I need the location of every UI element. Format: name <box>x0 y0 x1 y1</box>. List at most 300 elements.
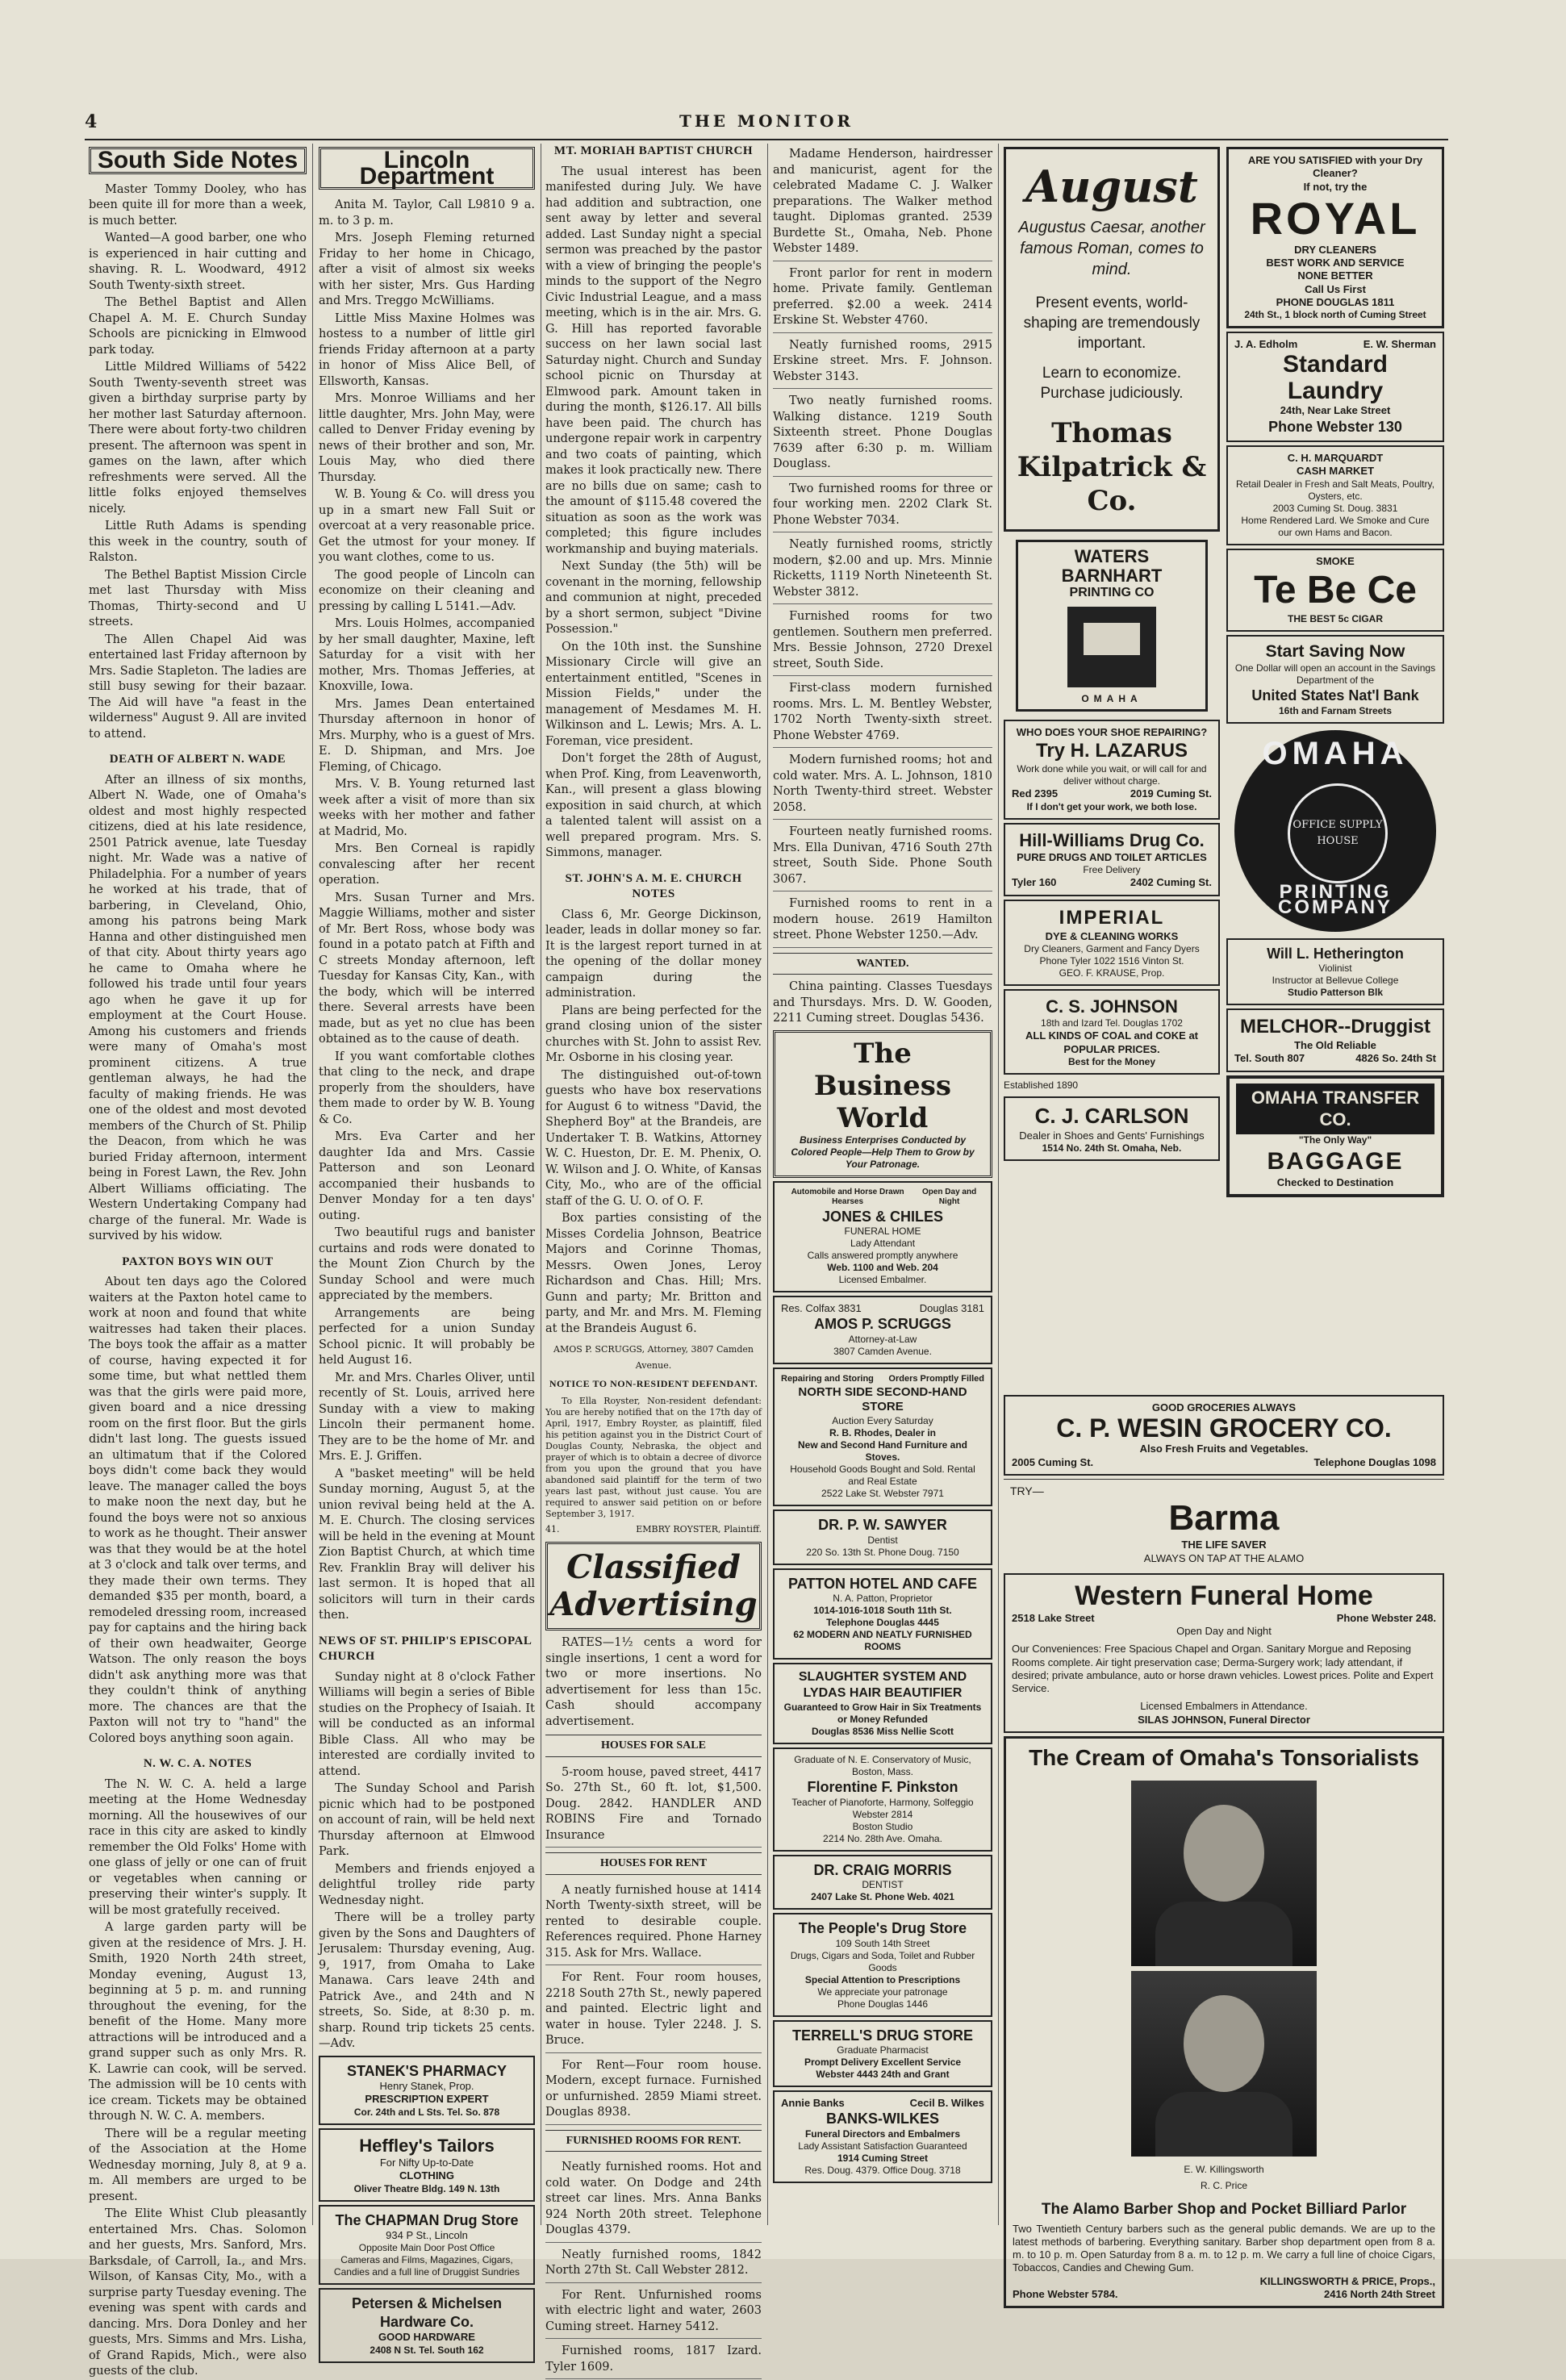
ad-line: DRY CLEANERS <box>1294 243 1376 256</box>
ad-line: ALWAYS ON TAP AT THE ALAMO <box>1143 1551 1305 1564</box>
ad-line: Open Day and Night <box>1176 1625 1272 1638</box>
ad-name: Hill-Williams Drug Co. <box>1019 829 1205 850</box>
us-national-bank-ad <box>1226 635 1444 724</box>
ad-name: The Alamo Barber Shop and Pocket Billiard Parlor <box>1041 2200 1407 2218</box>
ad-line: Best for the Money <box>1067 1055 1155 1067</box>
classified-advertising-heading: Classified Advertising <box>545 1542 762 1631</box>
ad-line: 2214 No. 28th Ave. Omaha. <box>823 1832 942 1844</box>
august-text: Learn to economize. Purchase judiciously. <box>1040 365 1184 402</box>
ad-line: N. A. Patton, Proprietor <box>833 1593 933 1604</box>
list-item: Furnished rooms for two gentlemen. Southern men preferred. Mrs. Bessie Johnson, 2720 Drexel street, South Side. <box>773 606 992 676</box>
te-be-ce-cigar-ad <box>1226 549 1444 632</box>
dr-sawyer-ad <box>773 1509 992 1565</box>
list-item: Neatly furnished rooms, strictly modern, $2.00 and up. Mrs. Minnie Ricketts, 1119 North Nineteenth St. Webster 3812. <box>773 534 992 604</box>
furnished-rooms-heading: FURNISHED ROOMS FOR RENT. <box>545 2130 762 2152</box>
paragraph: Mrs. Louis Holmes, accompanied by her small daughter, Maxine, left Saturday for a visit with her mother, Mrs. Thomas Jefferies, at Knoxville, Iowa. <box>319 617 535 693</box>
ad-line: Cor. 24th and L Sts. Tel. So. 878 <box>353 2106 500 2118</box>
western-funeral-home-ad <box>1004 1573 1444 1733</box>
column-listings-business <box>773 144 992 2241</box>
slaughter-system-ad <box>773 1663 992 1744</box>
paragraph: Little Mildred Williams of 5422 South Twenty-seventh street was given a birthday surprise party by her mother last Saturday afternoon. There were about forty-two children present. The afternoon was spent in games on the lawn, after which refreshments were served. All the little folks enjoyed themselves nicely. <box>89 361 307 516</box>
ad-line: 24th, Near Lake Street <box>1280 404 1391 417</box>
ad-line: Douglas 8536 Miss Nellie Scott <box>811 1726 954 1737</box>
list-item: 5-room house, paved street, 4417 So. 27th St., 60 ft. lot, $1,500. Doug. 2842. HANDLER AND ROBINS Fire and Tornado Insurance <box>545 1762 762 1848</box>
ad-line: ALL KINDS OF COAL and COKE at POPULAR PRICES. <box>1025 1029 1199 1055</box>
ad-line: Open Day and Night <box>921 1187 977 1206</box>
north-side-second-hand-ad <box>773 1367 992 1506</box>
ad-line: Oliver Theatre Bldg. 149 N. 13th <box>353 2182 500 2194</box>
ad-line: 16th and Farnam Streets <box>1278 704 1393 716</box>
paragraph: Anita M. Taylor, Call L9810 9 a. m. to 3 p. m. <box>319 198 535 228</box>
paragraph: Box parties consisting of the Misses Cordelia Johnson, Beatrice Majors and Corinne Thomas, Messrs. Owen Jones, Leroy Richardson and Chas. Hill; Mrs. Gunn and party; Mr. Britton and party, and Mr. and Mrs. M. Fleming at the Brandeis August 6. <box>545 1212 762 1335</box>
ad-line: Prompt Delivery Excellent Service <box>804 2056 962 2068</box>
amos-scruggs-ad <box>773 1296 992 1364</box>
ad-line: 1014-1016-1018 South 11th St. <box>813 1605 952 1616</box>
ad-name: C. P. WESIN GROCERY CO. <box>1056 1413 1392 1443</box>
seal-text: OMAHA <box>1262 735 1409 771</box>
list-item: For Rent—Four room house. Modern, except furnace. Furnished or unfurnished. 2859 Miami street. Douglas 8938. <box>545 2055 762 2125</box>
peoples-drug-store-ad <box>773 1913 992 2017</box>
paragraph: The usual interest has been manifested during July. We have had addition and subtraction, one sent away by letter and several added. Last Sunday night a special sermon was preached by the pastor with a view of bringing the people's minds to the support of the Negro Civic Industrial League, and a mass meeting, which is in the air. Mrs. G. G. Hill has reported favorable success on her lawn social last Saturday night. Church and Sunday school picnic on Thursday at Elmwood park. Amount taken in during the month, $126.17. All bills have been paid. The church has undergone repair work in carpentry and two coats of painting, which makes it look practically new. There are no bills due on same; cash to the amount of $115.48 covered the situation as soon as the work was completed; this figure includes workmanship and buying materials. <box>545 165 762 556</box>
south-side-notes-heading: South Side Notes <box>89 147 307 174</box>
business-world-title: The Business World <box>813 1037 952 1134</box>
ad-line: Phone Webster 130 <box>1268 418 1402 435</box>
ad-line: FUNERAL HOME <box>844 1225 921 1237</box>
list-item: Front parlor for rent in modern home. Private family. Gentleman preferred. $2.00 a week. 2414 Erskine St. Webster 4760. <box>773 263 992 333</box>
list-item: Neatly furnished rooms, 1842 North 27th St. Call Webster 2812. <box>545 2244 762 2283</box>
legal-notice-footer <box>545 1522 762 1538</box>
ad-line: Phone Tyler 1022 1516 Vinton St. <box>1039 954 1184 967</box>
paragraph: Little Ruth Adams is spending this week in the country, south of Ralston. <box>89 520 307 564</box>
ad-line: Drugs, Cigars and Soda, Toilet and Rubber Goods <box>790 1949 975 1973</box>
cs-johnson-ad <box>1004 989 1220 1075</box>
paragraph: Mrs. V. B. Young returned last week after a visit of more than six weeks with her mother and father at Madrid, Mo. <box>319 778 535 838</box>
st-philips-heading: NEWS OF ST. PHILIP'S EPISCOPAL CHURCH <box>319 1634 532 1663</box>
ad-line: "The Only Way" <box>1298 1134 1372 1146</box>
paragraph: Members and friends enjoyed a delightful trolley ride party Wednesday night. <box>319 1862 535 1907</box>
paragraph: Plans are being perfected for the grand closing union of the sister churches with St. John to assist Rev. Mr. Osborne in his closing year. <box>545 1004 762 1064</box>
paragraph: Wanted—A good barber, one who is experienced in hair cutting and shaving. R. L. Woodward, 4912 South Twenty-sixth street. <box>89 232 307 292</box>
seal-center-text: OFFICE SUPPLY HOUSE <box>1288 783 1388 883</box>
ad-line: 1914 Cuming Street <box>837 2152 929 2164</box>
ad-line: Dry Cleaners, Garment and Fancy Dyers <box>1024 942 1200 954</box>
ad-line: Violinist <box>1318 962 1352 974</box>
heffleys-tailors-ad <box>319 2128 535 2202</box>
ad-line: The Old Reliable <box>1294 1039 1376 1051</box>
classified-rates: RATES—1½ cents a word for single insertions, 1 cent a word for two or more insertions. No advertisement for less than 15c. Cash should accompany advertisement. <box>545 1636 762 1728</box>
ad-line: BEST WORK AND SERVICE <box>1266 257 1405 269</box>
ad-line: Instructor at Bellevue College <box>1272 975 1399 986</box>
ad-line: Studio Patterson Blk <box>1287 987 1383 998</box>
ad-line: 24th St., 1 block north of Cuming Street <box>1244 309 1426 320</box>
ad-name: C. J. CARLSON <box>1034 1104 1189 1129</box>
petersen-michelsen-ad <box>319 2288 535 2362</box>
paragraph: Two beautiful rugs and banister curtains and rods were donated to the Mount Zion Church by the Sunday School and were much appreciated by the members. <box>319 1226 535 1302</box>
page-header <box>85 111 1448 140</box>
paragraph: There will be a regular meeting of the Association at the Home Wednesday morning, July 8, at 9 a. m. All members are urged to be present. <box>89 2127 307 2203</box>
ad-line: Lady Attendant <box>850 1238 916 1249</box>
ad-line: DYE & CLEANING WORKS <box>1045 929 1179 942</box>
ad-line: 2408 N St. Tel. South 162 <box>370 2344 484 2356</box>
ad-line: Checked to Destination <box>1276 1176 1394 1188</box>
list-item: Furnished rooms, 1817 Izard. Tyler 1609. <box>545 2340 762 2379</box>
ad-line: Red 2395 <box>1012 787 1059 800</box>
column-ads-left <box>1004 144 1220 1386</box>
ad-line: SMOKE <box>1316 554 1355 567</box>
ad-name: MELCHOR--Druggist <box>1240 1016 1430 1038</box>
banks-wilkes-ad <box>773 2090 992 2183</box>
barber-photos <box>1013 1781 1435 2161</box>
paragraph: The Bethel Baptist and Allen Chapel A. M. E. Church Sunday Schools are picnicking in Elmwood park today. <box>89 296 307 357</box>
ad-line: BAGGAGE <box>1267 1147 1404 1175</box>
paragraph: W. B. Young & Co. will dress you up in a smart new Fall Suit or overcoat at a very reasonable price. Get the utmost for your money. If you want clothes, come to us. <box>319 488 535 564</box>
ad-line: KILLINGSWORTH & PRICE, Props., <box>1259 2274 1435 2287</box>
ad-line: If I don't get your work, we both lose. <box>1026 800 1197 812</box>
ad-line: 109 South 14th Street <box>835 1937 930 1949</box>
ad-line: Henry Stanek, Prop. <box>379 2080 474 2092</box>
ad-line: DENTIST <box>862 1879 904 1890</box>
ad-line: Retail Dealer in Fresh and Salt Meats, Poultry, Oysters, etc. <box>1236 478 1434 502</box>
paragraph: Mr. and Mrs. Charles Oliver, until recently of St. Louis, arrived here Sunday with a view to making Lincoln their permanent home. They are to be the home of Mr. and Mrs. E. J. Griffen. <box>319 1371 535 1463</box>
ad-line: R. B. Rhodes, Dealer in <box>829 1427 937 1438</box>
logo-text: BARNHART <box>1061 566 1163 587</box>
barma-ad <box>1004 1479 1444 1570</box>
ad-line: 2518 Lake Street <box>1012 1611 1095 1624</box>
ad-line: Free Delivery <box>1083 864 1141 876</box>
ad-line: SILAS JOHNSON, Funeral Director <box>1138 1713 1310 1726</box>
paragraph: A "basket meeting" will be held Sunday morning, August 5, at the union revival being held at the A. M. E. Church. The closing services will be held in the evening at Mount Zion Baptist Church, at which time Rev. Franklin Bray will deliver his last sermon. It is hoped that all solicitors will turn in their cards then. <box>319 1467 535 1622</box>
paragraph: The Elite Whist Club pleasantly entertained Mrs. Chas. Solomon and her guests, Mrs. Sanford, Mrs. Barksdale, of Carroll, Ia., and Mrs. Wilson, of Kansas City, Mo., with a surprise party Tuesday evening. The evening was spent with cards and dancing. Mrs. Dora Donley and her guests, Mrs. Simms and Mrs. Lisha, of Grand Rapids, Mich., were also guests of the club. <box>89 2207 307 2378</box>
paragraph: Mrs. James Dean entertained Thursday afternoon in honor of Mrs. Murphy, who is a guest of Mrs. E. D. Shipman, and Mrs. Joe Fleming, of Chicago. <box>319 697 535 774</box>
ad-line: Res. Colfax 3831 <box>781 1302 862 1314</box>
ad-line: THE LIFE SAVER <box>1181 1539 1267 1551</box>
ad-line: THE BEST 5c CIGAR <box>1287 612 1384 624</box>
ad-line: 2522 Lake St. Webster 7971 <box>821 1488 944 1499</box>
cream-title: The Cream of Omaha's Tonsorialists <box>1029 1744 1419 1770</box>
august-subtitle: Augustus Caesar, another famous Roman, comes to mind. <box>1018 219 1205 278</box>
ad-line: 62 MODERN AND NEATLY FURNISHED ROOMS <box>793 1629 972 1652</box>
ad-line: Phone Webster 5784. <box>1013 2287 1118 2300</box>
ad-line: One Dollar will open an account in the Savings Department of the <box>1234 662 1436 686</box>
ad-line: Call Us First <box>1305 282 1366 295</box>
list-item: First-class modern furnished rooms. Mrs. L. M. Bentley Webster, 1702 North Twenty-sixth street. Phone Webster 4769. <box>773 678 992 748</box>
ad-line: We appreciate your patronage <box>817 1985 948 1998</box>
imperial-cleaning-ad <box>1004 900 1220 986</box>
ad-line: Tel. South 807 <box>1234 1052 1305 1065</box>
ad-line: Dentist <box>867 1534 898 1546</box>
legal-notice-heading: NOTICE TO NON-RESIDENT DEFENDANT. <box>549 1378 758 1389</box>
ad-name: SLAUGHTER SYSTEM AND LYDAS HAIR BEAUTIFIER <box>798 1670 967 1700</box>
ad-line: 934 P St., Lincoln <box>386 2229 468 2241</box>
paragraph: The Sunday School and Parish picnic which had to be postponed on account of rain, will be held next Thursday afternoon at Elmwood Park. <box>319 1782 535 1858</box>
photo-caption: R. C. Price <box>1200 2179 1247 2191</box>
ad-line: PRESCRIPTION EXPERT <box>365 2093 489 2106</box>
ad-line: Boston Studio <box>852 1820 913 1832</box>
ad-line: 2402 Cuming St. <box>1130 876 1212 889</box>
logo-text: WATERS <box>1074 546 1150 566</box>
waters-barnhart-logo <box>1016 540 1208 712</box>
ad-line: Cameras and Films, Magazines, Cigars, Candies and a full line of Druggist Sundries <box>333 2254 520 2278</box>
paragraph: Mrs. Susan Turner and Mrs. Maggie Williams, mother and sister of Mr. Bert Ross, whose body was found in a potato patch at Fifth and C streets Monday afternoon, left Tuesday for Kansas City, Kan., with the body, which will be interred there. Several arrests have been made, but as yet no clue has been obtained as to the cause of death. <box>319 891 535 1046</box>
omaha-transfer-ad <box>1226 1075 1444 1198</box>
paragraph: Sunday night at 8 o'clock Father Williams will begin a series of Bible studies on the Prophecy of Isaiah. It will be conducted as an informal Bible Class. All who may be interested are cordially invited to attend. <box>319 1670 535 1778</box>
ad-line: E. W. Sherman <box>1363 338 1436 350</box>
photo-caption: E. W. Killingsworth <box>1184 2163 1264 2175</box>
paragraph: Arrangements are being perfected for a union Sunday School picnic. It will probably be held August 16. <box>319 1306 535 1367</box>
ad-line: Licensed Embalmer. <box>838 1274 927 1285</box>
hetherington-violinist-ad <box>1226 938 1444 1006</box>
ad-name: C. S. JOHNSON <box>1046 996 1178 1017</box>
lazarus-shoe-repair-ad <box>1004 720 1220 820</box>
august-text: Present events, world-shaping are tremendously important. <box>1023 294 1201 352</box>
paragraph: Mrs. Ben Corneal is rapidly convalescing after her recent operation. <box>319 842 535 887</box>
nwca-heading: N. W. C. A. NOTES <box>143 1757 253 1770</box>
ad-name: BANKS-WILKES <box>826 2111 939 2127</box>
kilpatrick-name: Thomas Kilpatrick & Co. <box>1017 417 1207 517</box>
chapman-drug-store-ad <box>319 2205 535 2286</box>
list-item: A neatly furnished house at 1414 North Twenty-sixth street, will be rented to desirable couple. References required. Phone Harney 315. Ask for Mrs. Wallace. <box>545 1880 762 1966</box>
ad-line: Dealer in Shoes and Gents' Furnishings <box>1019 1129 1205 1142</box>
ad-line: 2407 Lake St. Phone Web. 4021 <box>811 1891 954 1902</box>
paragraph: Class 6, Mr. George Dickinson, leader, leads in dollar money so far. It is the largest report turned in at the opening of the dollar money campaign during the administration. <box>545 908 762 1000</box>
standard-laundry-ad <box>1226 332 1444 442</box>
list-item: Two neatly furnished rooms. Walking distance. 1219 South Sixteenth street. Phone Douglas 7639 after 6:30 p. m. William Douglass. <box>773 390 992 477</box>
list-item: For Rent. Unfurnished rooms with electric light and water, 2603 Cuming street. Harney 5412. <box>545 2285 762 2340</box>
ad-line: Household Goods Bought and Sold. Rental and Real Estate <box>790 1463 975 1487</box>
business-world-subtitle: Business Enterprises Conducted by Colored People—Help Them to Grow by Your Patronage. <box>791 1134 975 1170</box>
paragraph: Don't forget the 28th of August, when Prof. King, from Leavenworth, Kan., will present a glass blowing exposition in said church, at which a talented talent will assist on a well prepared program. Mrs. S. Simmons, manager. <box>545 752 762 859</box>
ad-line: J. A. Edholm <box>1234 338 1298 350</box>
paragraph: After an illness of six months, Albert N. Wade, one of Omaha's oldest and most highly respected citizens, died at his late residence, 2501 Patrick avenue, late Tuesday night. Mr. Wade was a native of Philadelphia. For a number of years he worked at his trade, that of barbering, in Cleveland, Ohio, among his patrons being Mark Hanna and other distinguished men of that city. About thirty years ago he came to Omaha where he followed his trade until four years ago when he gave it up for employment at the Court House. Among his customers and friends were many of Omaha's most prominent citizens. A true gentleman always, he had the faculty of making friends. He was one of the oldest and most devoted members of the Church of St. Philip the Deacon, from which he was buried Friday afternoon, interment being in Forest Lawn, the Rev. John Albert Williams officiating. The Western Undertaking Company had charge of the funeral. Mr. Wade is survived by his widow. <box>89 773 307 1242</box>
paragraph: The Bethel Baptist Mission Circle met last Thursday with Miss Thomas, Thirty-second and U streets. <box>89 568 307 628</box>
cj-carlson-ad <box>1004 1096 1220 1161</box>
ad-line: For Nifty Up-to-Date <box>379 2157 474 2169</box>
business-world-banner <box>773 1030 992 1178</box>
ad-name: The People's Drug Store <box>798 1920 967 1936</box>
killingsworth-photo <box>1131 1781 1317 1966</box>
column-lincoln-department <box>319 144 535 2356</box>
omaha-printing-company-seal <box>1234 730 1436 932</box>
ad-line: Attorney-at-Law <box>848 1333 917 1345</box>
list-item: Madame Henderson, hairdresser and manicurist, agent for the celebrated Madame C. J. Walker preparations. The Walker method taught. Diplomas granted. 2539 Burdette St., Omaha, Neb. Phone Webster 1489. <box>773 144 992 261</box>
logo-text: OMAHA <box>1081 692 1142 704</box>
ad-name: STANEK'S PHARMACY <box>347 2062 507 2079</box>
ad-line: Phone Webster 248. <box>1336 1611 1436 1624</box>
ad-line: Funeral Directors and Embalmers <box>804 2127 961 2140</box>
paxton-heading: PAXTON BOYS WIN OUT <box>122 1255 274 1268</box>
column-churches-classified <box>545 144 762 2374</box>
ad-name: Te Be Ce <box>1254 568 1417 612</box>
ad-line: Phone Douglas 1446 <box>837 1998 929 2010</box>
ad-name: NORTH SIDE SECOND-HAND STORE <box>798 1384 967 1414</box>
ad-line: United States Nat'l Bank <box>1251 687 1419 704</box>
paragraph: The Allen Chapel Aid was entertained last Friday afternoon by Mrs. Sadie Stapleton. The ladies are still busy sewing for their bazaar. The Aid will have "a feast in the wilderness" August 9. All are invited to attend. <box>89 633 307 741</box>
list-item: Neatly furnished rooms. Hot and cold water. On Dodge and 24th street car lines. Mrs. Anna Banks 924 North 20th street. Telephone Douglas 4379. <box>545 2157 762 2243</box>
paragraph: Mrs. Joseph Fleming returned Friday to her home in Chicago, after a visit of almost six weeks with her sister, Mrs. Gus Harding and Mrs. Treggo McWilliams. <box>319 232 535 307</box>
ad-line: Two Twentieth Century barbers such as the general public demands. We are up to the latest methods of barbering. Everything sanitary. Barber shop department open from 8 a. m. to 10 p. m. Open Saturday from 8 a. m. to 12 p. m. We carry a full line of choice Cigars, Tobaccos, Candies and Chewing Gum. <box>1013 2222 1435 2274</box>
ad-line: Graduate Pharmacist <box>837 2044 929 2056</box>
printing-press-icon <box>1067 607 1156 687</box>
melchor-druggist-ad <box>1226 1008 1444 1072</box>
paragraph: About ten days ago the Colored waiters at the Paxton hotel came to work at noon and found that white waitresses had taken their places. The boys took the affair as a matter of course, having expected it for some time, but what nettled them was that the girls were paid more, given board and a nice dressing room on the first floor. But the girls didn't last long. The guests issued an ultimatum that if the Colored boys didn't come back they would leave. The manager called the boys to make noon the next day, but he found the boys were not so anxious to work as he thought. Their answer was that they would be at the hotel at 3 o'clock and talk over terms, and they made their own terms. They demanded $35 per month, board, a remodeled dressing room, increased pay for captains and the hiring back of their own headwaiter, George Watson. The only reason the boys didn't ask anything more was that they couldn't think of anything more. The chances are that the Paxton will not try to "hand" the Colored boys anything soon again. <box>89 1276 307 1745</box>
list-item: For Rent. Four room houses, 2218 South 27th St., newly papered and painted. Electric light and water in house. Tyler 2248. J. S. Bruce. <box>545 1967 762 2053</box>
ad-name: Will L. Hetherington <box>1267 945 1404 962</box>
ad-line: Special Attention to Prescriptions <box>804 1973 961 1985</box>
legal-number: 41. <box>545 1523 560 1534</box>
st-johns-heading: ST. JOHN'S A. M. E. CHURCH NOTES <box>565 871 742 900</box>
ad-line: Douglas 3181 <box>919 1302 984 1314</box>
ad-line: PHONE DOUGLAS 1811 <box>1276 295 1395 308</box>
ad-line: Also Fresh Fruits and Vegetables. <box>1139 1443 1309 1455</box>
ad-name: OMAHA TRANSFER CO. <box>1236 1084 1434 1134</box>
ad-line: Annie Banks <box>781 2097 845 2109</box>
ad-line: Telephone Douglas 4445 <box>826 1617 939 1628</box>
ad-line: Graduate of N. E. Conservatory of Music, Boston, Mass. <box>794 1754 971 1777</box>
paragraph: The N. W. C. A. held a large meeting at the Home Wednesday morning. All the housewives of our race in this city are asked to kindly remember the Old Folks' Home with one glass of jelly or one can of fruit or vegetables when canning or preserving their winter's supply. It will be most gratefully received. <box>89 1777 307 1917</box>
ad-line: 220 So. 13th St. Phone Doug. 7150 <box>806 1546 959 1558</box>
ad-line: Calls answered promptly anywhere <box>807 1250 958 1261</box>
paragraph: The distinguished out-of-town guests who have box reservations for August 6 to witness "David, the Shepherd Boy" at the Brandeis, are Undertaker T. B. Watkins, Attorney W. C. Hueston, Dr. E. M. Phenix, O. W. Wilson and J. O. White, of Kansas City, Mo., who are of the official staff of the G. U. O. of O. F. <box>545 1068 762 1208</box>
column-rule <box>312 144 313 2225</box>
list-item: Fourteen neatly furnished rooms. Mrs. Ella Dunivan, 4716 South 27th street, South Side. Phone South 3067. <box>773 821 992 891</box>
ad-name: Start Saving Now <box>1265 641 1405 661</box>
seal-text: PRINTING COMPANY <box>1278 880 1393 918</box>
ad-line: ARE YOU SATISFIED with your Dry Cleaner? <box>1247 154 1423 180</box>
paragraph: The good people of Lincoln can economize on their cleaning and pressing by calling L 5141.—Adv. <box>319 568 535 613</box>
ad-name: AMOS P. SCRUGGS <box>814 1316 951 1333</box>
ad-line: GEO. F. KRAUSE, Prop. <box>1059 967 1165 979</box>
ad-name: Standard Laundry <box>1282 351 1389 405</box>
marquardt-cash-market-ad <box>1226 445 1444 545</box>
paragraph: Master Tommy Dooley, who has been quite ill for more than a week, is much better. <box>89 182 307 228</box>
paragraph: There will be a trolley party given by the Sons and Daughters of Jerusalem: Thursday evening, Aug. 9, 1917, from Omaha to Lake Manawa. Cars leave 24th and Patrick Ave., and 24th and N streets, So. Side, at 8:30 p. m. sharp. Round trip tickets 25 cents.—Adv. <box>319 1911 535 2050</box>
ad-line: Telephone Douglas 1098 <box>1313 1455 1436 1468</box>
logo-text: PRINTING CO <box>1069 586 1155 600</box>
death-heading: DEATH OF ALBERT N. WADE <box>109 753 286 766</box>
column-rule <box>998 144 999 2225</box>
ad-line: 2416 North 24th Street <box>1324 2287 1435 2300</box>
ad-name: JONES & CHILES <box>821 1208 944 1225</box>
ad-line: Repairing and Storing <box>781 1373 874 1384</box>
ad-line: 4826 So. 24th St <box>1355 1052 1436 1065</box>
list-item: Furnished rooms to rent in a modern house. 2619 Hamilton street. Phone Webster 1250.—Adv. <box>773 893 992 948</box>
column-rule <box>767 144 768 2225</box>
mt-moriah-heading: MT. MORIAH BAPTIST CHURCH <box>553 144 754 157</box>
ad-line: Licensed Embalmers in Attendance. <box>1140 1700 1308 1713</box>
ad-name: DR. CRAIG MORRIS <box>813 1861 952 1878</box>
hill-williams-ad <box>1004 823 1220 896</box>
ad-name: Barma <box>1168 1498 1280 1539</box>
paragraph: A large garden party will be given at the residence of Mrs. J. H. Smith, 1920 North 24th street, Monday evening, August 13, beginning at 5 p. m. and running throughout the evening, for the benefit of the Home. Many more attractions will be introduced and a grand supper such as only Mrs. R. K. Lawrie can cook, will be served. The admission will be 10 cents with ice cream. Tickets may be obtained through N. W. C. A. members. <box>89 1921 307 2123</box>
ad-name: TERRELL'S DRUG STORE <box>792 2027 973 2044</box>
ad-line: WHO DOES YOUR SHOE REPAIRING? <box>1016 726 1208 739</box>
ad-name: Western Funeral Home <box>1075 1580 1373 1611</box>
houses-for-rent-heading: HOUSES FOR RENT <box>545 1852 762 1875</box>
royal-dry-cleaners-ad <box>1226 147 1444 328</box>
ad-line: Res. Doug. 4379. Office Doug. 3718 <box>804 2164 961 2176</box>
column-south-side-notes <box>89 144 307 2378</box>
ad-line: Opposite Main Door Post Office <box>358 2242 495 2254</box>
legal-attorney: AMOS P. SCRUGGS, Attorney, 3807 Camden Avenue. <box>553 1344 754 1371</box>
ad-name: PATTON HOTEL AND CAFE <box>788 1575 977 1592</box>
ad-line: Guaranteed to Grow Hair in Six Treatments or Money Refunded <box>783 1701 982 1725</box>
paragraph: Little Miss Maxine Holmes was hostess to a number of little girl friends Friday afternoon at a party in honor of Miss Alice Bell, of Ellsworth, Kansas. <box>319 311 535 388</box>
pinkston-ad <box>773 1747 992 1852</box>
list-item: Two furnished rooms for three or four working men. 2202 Clark St. Phone Webster 7034. <box>773 478 992 533</box>
wanted-heading: WANTED. <box>773 953 992 975</box>
paragraph: Mrs. Monroe Williams and her little daughter, Mrs. John May, were called to Denver Friday evening by news of their brother and son, Mr. Louis May, who died there Thursday. <box>319 392 535 484</box>
ad-line: 18th and Izard Tel. Douglas 1702 <box>1041 1017 1183 1029</box>
ad-line: If not, try the <box>1303 180 1368 193</box>
ad-line: Lady Assistant Satisfaction Guaranteed <box>798 2140 967 2152</box>
august-title: August <box>1025 161 1198 212</box>
ad-name: Petersen & Michelsen Hardware Co. <box>351 2295 503 2330</box>
legal-notice-text: To Ella Royster, Non-resident defendant: You are hereby notified that on the 17th day of April, 1917, Embry Royster, as plaintiff, filed his petition against you in the District Court of Douglas County, Nebraska, the object and prayer of which is to obtain a decree of divorce from you upon the ground that you have abandoned said plaintiff for the term of two years last past, without just cause. You are required to answer said petition on or before September 3, 1917. <box>545 1395 762 1519</box>
wanted-text: China painting. Classes Tuesdays and Thursdays. Mrs. D. W. Gooden, 2211 Cuming street. Douglas 5436. <box>773 980 992 1025</box>
ad-line: 2005 Cuming St. <box>1012 1455 1094 1468</box>
ad-line: Auction Every Saturday <box>832 1415 933 1426</box>
ad-line: CLOTHING <box>399 2169 454 2182</box>
price-photo <box>1131 1971 1317 2157</box>
legal-plaintiff: EMBRY ROYSTER, Plaintiff. <box>636 1523 762 1534</box>
ad-name: ROYAL <box>1250 192 1421 244</box>
list-item: Modern furnished rooms; hot and cold water. Mrs. A. L. Johnson, 1810 North Twenty-third street. Webster 2058. <box>773 749 992 820</box>
paragraph: Next Sunday (the 5th) will be covenant in the morning, fellowship and communion at night, preceded by a short sermon, subject "Divine Possession." <box>545 560 762 636</box>
august-kilpatrick-ad <box>1004 147 1220 532</box>
ad-line: New and Second Hand Furniture and Stoves. <box>797 1439 968 1463</box>
jones-chiles-ad <box>773 1181 992 1293</box>
established-note: Established 1890 <box>1004 1079 1079 1091</box>
ad-line: Web. 1100 and Web. 204 <box>827 1262 938 1273</box>
terrells-drug-store-ad <box>773 2020 992 2088</box>
alamo-barber-shop-ad <box>1004 1736 1444 2308</box>
ad-line: 1514 No. 24th St. Omaha, Neb. <box>1042 1142 1182 1155</box>
ad-line: Webster 4443 24th and Grant <box>816 2069 950 2080</box>
ad-name: Florentine F. Pinkston <box>807 1779 958 1795</box>
ad-line: Cecil B. Wilkes <box>909 2097 984 2109</box>
ad-line: 2003 Cuming St. Doug. 3831 <box>1272 502 1398 514</box>
ad-line: 3807 Camden Avenue. <box>833 1345 932 1357</box>
ad-line: Tyler 160 <box>1012 876 1057 889</box>
ad-name: The CHAPMAN Drug Store <box>335 2211 519 2228</box>
ad-line: PURE DRUGS AND TOILET ARTICLES <box>1017 851 1207 864</box>
ad-line: Home Rendered Lard. We Smoke and Cure our own Hams and Bacon. <box>1241 514 1430 538</box>
ad-name: DR. P. W. SAWYER <box>818 1517 947 1533</box>
paragraph: If you want comfortable clothes that cling to the neck, and drape properly from the shoulders, have them made to order by W. B. Young & Co. <box>319 1050 535 1126</box>
bottom-wide-ads <box>1004 1392 1444 2311</box>
ad-line: Our Conveniences: Free Spacious Chapel and Organ. Sanitary Morgue and Reposing Rooms complete. Air tight preservation case; Derma-Surgery work; lady attendant, if desired; private ambulance, auto or horse drawn vehicles. Lowest prices. Polite and Expert Service. <box>1012 1643 1434 1695</box>
wesin-grocery-ad <box>1004 1395 1444 1476</box>
dr-craig-morris-ad <box>773 1855 992 1910</box>
ad-line: Automobile and Horse Drawn Hearses <box>791 1187 904 1206</box>
ad-line: 2019 Cuming St. <box>1130 787 1212 800</box>
ad-line: CASH MARKET <box>1296 465 1375 478</box>
patton-hotel-ad <box>773 1568 992 1660</box>
ad-line: Webster 2814 <box>852 1808 913 1820</box>
ad-line: GOOD GROCERIES ALWAYS <box>1151 1401 1297 1413</box>
ad-line: NONE BETTER <box>1297 269 1373 282</box>
ad-name: Heffley's Tailors <box>359 2135 495 2156</box>
ad-name: IMPERIAL <box>1059 906 1165 929</box>
ad-name: C. H. MARQUARDT <box>1287 452 1384 464</box>
houses-for-sale-heading: HOUSES FOR SALE <box>545 1735 762 1757</box>
paragraph: Mrs. Eva Carter and her daughter Ida and Mrs. Cassie Patterson and son Leonard accompanied their husbands to Denver Monday for a ten days' outing. <box>319 1130 535 1222</box>
page-number: 4 <box>85 111 98 132</box>
ad-name: Try H. LAZARUS <box>1035 740 1188 762</box>
lincoln-department-heading: Lincoln Department <box>319 147 535 190</box>
staneks-pharmacy-ad <box>319 2056 535 2125</box>
ad-line: Work done while you wait, or will call for and deliver without charge. <box>1017 763 1207 787</box>
